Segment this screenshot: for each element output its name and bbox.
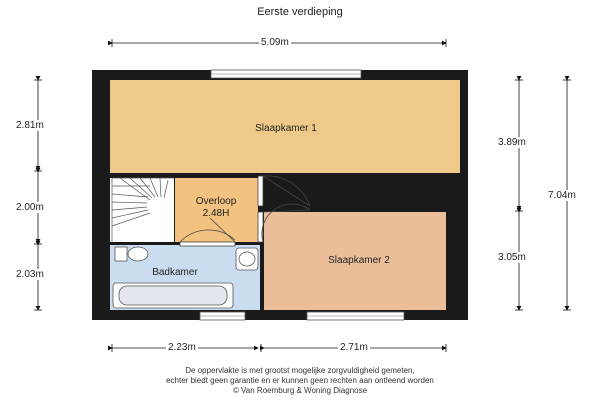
staircase-area [110, 178, 174, 242]
dim-right-lower: 3.05m [498, 252, 526, 263]
disclaimer [0, 366, 600, 396]
disclaimer-line-2: echter biedt geen garantie en er kunnen geen rechten aan ontleend worden [166, 376, 434, 385]
room-label-landing-height: 2.48H [202, 208, 230, 219]
dim-right-upper: 3.89m [498, 137, 526, 148]
dim-left-bottom: 2.03m [16, 269, 44, 280]
dim-left-top: 2.81m [16, 120, 44, 131]
floor-title: Eerste verdieping [257, 6, 343, 18]
room-label-landing: Overloop [195, 196, 237, 207]
dim-bottom-left: 2.23m [168, 342, 196, 353]
room-label-bedroom-2: Slaapkamer 2 [328, 255, 390, 266]
wall-notch [446, 212, 460, 310]
bathtub [113, 283, 233, 308]
washbasin [236, 248, 258, 270]
room-label-bathroom: Badkamer [152, 267, 198, 278]
toilet [115, 247, 148, 261]
dim-right-total: 7.04m [548, 190, 576, 201]
room-label-bedroom-1: Slaapkamer 1 [255, 123, 317, 134]
dim-bottom-right: 2.71m [340, 342, 368, 353]
dim-left-middle: 2.00m [16, 202, 44, 213]
dim-top-width: 5.09m [261, 37, 289, 48]
copyright-line: © Van Roemburg & Woning Diagnose [232, 386, 368, 395]
disclaimer-line-1: De oppervlakte is met grootst mogelijke zorgvuldigheid gemeten, [185, 366, 415, 375]
